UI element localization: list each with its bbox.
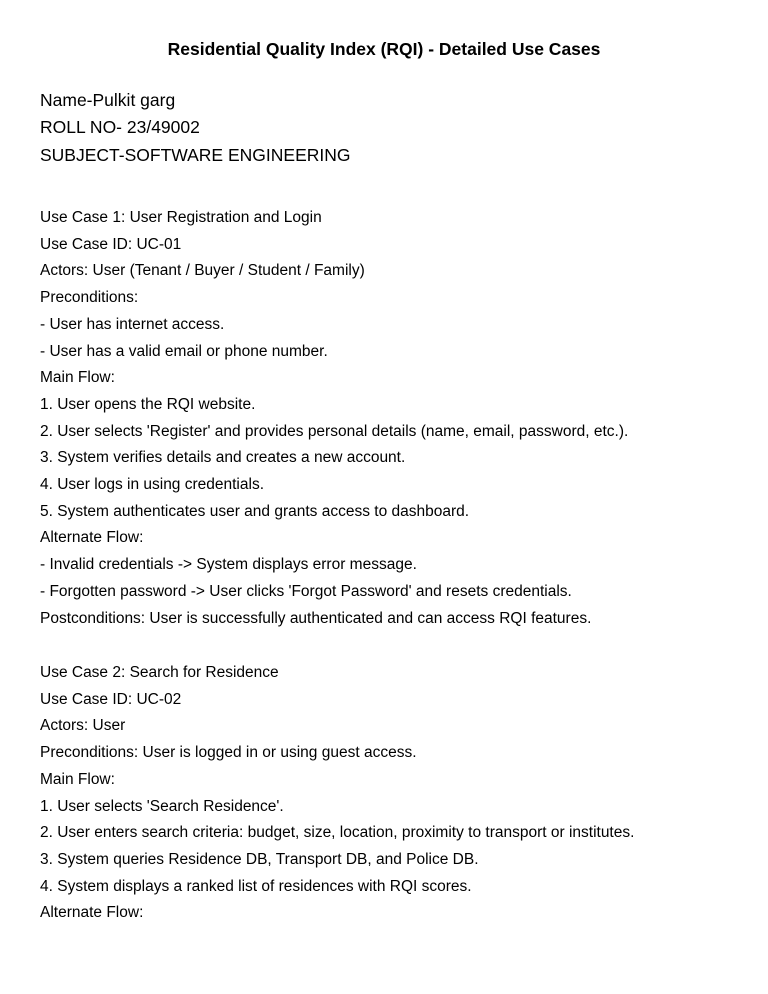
document-line: - User has internet access. [40, 315, 225, 333]
author-block [40, 87, 351, 169]
document-line: Main Flow: [40, 770, 115, 788]
document-line: Use Case ID: UC-01 [40, 235, 182, 253]
document-line: - Forgotten password -> User clicks 'Forgot Password' and resets credentials. [40, 582, 572, 600]
document-line: 1. User opens the RQI website. [40, 395, 256, 413]
section-use-case-1 [40, 205, 628, 632]
document-line: Use Case ID: UC-02 [40, 690, 182, 708]
document-line: - User has a valid email or phone number. [40, 342, 328, 360]
document-line: Main Flow: [40, 369, 115, 387]
document-line: Alternate Flow: [40, 529, 144, 547]
document-line: 3. System queries Residence DB, Transport DB, and Police DB. [40, 850, 479, 868]
document-line: 5. System authenticates user and grants access to dashboard. [40, 502, 470, 520]
document-line: Actors: User [40, 717, 126, 735]
document-line: Postconditions: User is successfully authenticated and can access RQI features. [40, 609, 592, 627]
document-line: Use Case 1: User Registration and Login [40, 209, 322, 226]
document-line: Alternate Flow: [40, 904, 144, 922]
document-line: ROLL NO- 23/49002 [40, 117, 200, 138]
document-title: Residential Quality Index (RQI) - Detailed Use Cases [167, 39, 601, 59]
document-line: Use Case 2: Search for Residence [40, 664, 279, 681]
document-line: 4. System displays a ranked list of residences with RQI scores. [40, 877, 472, 895]
document-line: Actors: User (Tenant / Buyer / Student / Family) [40, 262, 365, 280]
document-line: Preconditions: User is logged in or using guest access. [40, 744, 417, 762]
document-line: 3. System verifies details and creates a new account. [40, 449, 406, 467]
document-line: 2. User selects 'Register' and provides personal details (name, email, password, etc.). [40, 422, 629, 440]
section-use-case-2 [40, 660, 634, 927]
document-line: SUBJECT-SOFTWARE ENGINEERING [40, 144, 351, 165]
document-line: - Invalid credentials -> System displays error message. [40, 556, 417, 574]
document-line: 4. User logs in using credentials. [40, 476, 265, 494]
document-line: 1. User selects 'Search Residence'. [40, 797, 284, 815]
document-line: Preconditions: [40, 289, 139, 307]
document-line: 2. User enters search criteria: budget, size, location, proximity to transport or institutes. [40, 824, 635, 842]
document-line: Name-Pulkit garg [40, 90, 176, 110]
